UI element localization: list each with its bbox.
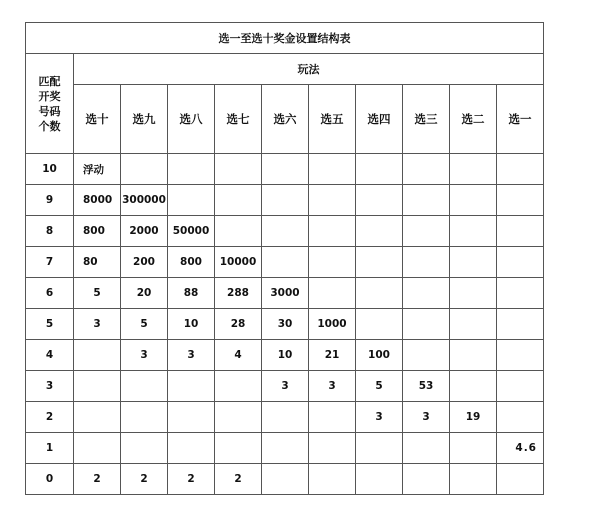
column-header-6: 选六 [262, 85, 309, 154]
table-row [26, 185, 544, 216]
prize-cell: 30 [262, 309, 309, 340]
prize-cell [403, 309, 450, 340]
prize-cell: 4 [215, 340, 262, 371]
prize-cell [309, 154, 356, 185]
prize-cell [309, 247, 356, 278]
table-row [26, 278, 544, 309]
prize-cell [121, 154, 168, 185]
prize-cell: 2 [121, 464, 168, 495]
prize-cell [309, 278, 356, 309]
prize-cell: 8000 [74, 185, 121, 216]
prize-cell: 10 [262, 340, 309, 371]
prize-cell [497, 464, 544, 495]
prize-cell [309, 402, 356, 433]
column-header-3: 选三 [403, 85, 450, 154]
prize-cell: 1000 [309, 309, 356, 340]
prize-cell: 2 [168, 464, 215, 495]
table-row [26, 309, 544, 340]
prize-cell [450, 154, 497, 185]
prize-cell [309, 433, 356, 464]
prize-cell [403, 433, 450, 464]
prize-cell [74, 371, 121, 402]
prize-cell [74, 402, 121, 433]
prize-cell [168, 185, 215, 216]
prize-cell [450, 309, 497, 340]
prize-cell: 28 [215, 309, 262, 340]
prize-cell: 19 [450, 402, 497, 433]
column-header-4: 选四 [356, 85, 403, 154]
prize-cell: 21 [309, 340, 356, 371]
prize-cell: 3 [309, 371, 356, 402]
prize-cell [356, 216, 403, 247]
prize-cell [168, 371, 215, 402]
table-row [26, 371, 544, 402]
play-type-header: 玩法 [74, 54, 544, 85]
prize-cell [497, 247, 544, 278]
prize-cell [215, 154, 262, 185]
column-header-9: 选九 [121, 85, 168, 154]
prize-cell: 2000 [121, 216, 168, 247]
prize-cell: 200 [121, 247, 168, 278]
prize-cell [356, 247, 403, 278]
prize-cell [356, 433, 403, 464]
prize-cell [74, 433, 121, 464]
table-row [26, 247, 544, 278]
prize-cell: 5 [121, 309, 168, 340]
match-count-cell: 8 [26, 216, 74, 247]
prize-cell [262, 154, 309, 185]
prize-cell [497, 185, 544, 216]
table-row [26, 340, 544, 371]
prize-cell: 3000 [262, 278, 309, 309]
prize-cell [403, 278, 450, 309]
prize-cell [121, 433, 168, 464]
prize-cell [497, 154, 544, 185]
prize-cell [450, 340, 497, 371]
play-columns-row [26, 85, 544, 154]
prize-cell: 3 [74, 309, 121, 340]
prize-cell [168, 433, 215, 464]
table-row [26, 154, 544, 185]
match-count-cell: 2 [26, 402, 74, 433]
match-count-cell: 10 [26, 154, 74, 185]
match-count-cell: 4 [26, 340, 74, 371]
prize-cell: 800 [168, 247, 215, 278]
match-count-cell: 0 [26, 464, 74, 495]
prize-cell [121, 371, 168, 402]
prize-cell [497, 216, 544, 247]
match-count-cell: 9 [26, 185, 74, 216]
column-header-2: 选二 [450, 85, 497, 154]
prize-cell [497, 309, 544, 340]
prize-cell: 300000 [121, 185, 168, 216]
prize-cell [262, 402, 309, 433]
prize-cell: 3 [262, 371, 309, 402]
match-count-cell: 5 [26, 309, 74, 340]
prize-cell [403, 464, 450, 495]
prize-cell [450, 185, 497, 216]
prize-cell: 10000 [215, 247, 262, 278]
prize-cell: 288 [215, 278, 262, 309]
prize-cell: 3 [356, 402, 403, 433]
prize-cell [403, 185, 450, 216]
prize-cell [215, 402, 262, 433]
prize-cell: 3 [121, 340, 168, 371]
prize-cell [309, 216, 356, 247]
column-header-5: 选五 [309, 85, 356, 154]
prize-cell [356, 154, 403, 185]
prize-cell [121, 402, 168, 433]
prize-cell: 5 [74, 278, 121, 309]
match-count-header: 匹配 开奖 号码 个数 [26, 54, 74, 154]
prize-cell [403, 340, 450, 371]
match-count-cell: 1 [26, 433, 74, 464]
prize-cell [168, 402, 215, 433]
prize-cell [356, 309, 403, 340]
prize-cell [497, 371, 544, 402]
prize-cell [497, 340, 544, 371]
prize-cell: 50000 [168, 216, 215, 247]
match-count-cell: 7 [26, 247, 74, 278]
prize-cell [262, 185, 309, 216]
prize-cell [450, 433, 497, 464]
prize-cell [497, 402, 544, 433]
prize-cell [497, 278, 544, 309]
prize-cell [215, 216, 262, 247]
prize-cell: 20 [121, 278, 168, 309]
prize-cell [403, 154, 450, 185]
prize-cell: 5 [356, 371, 403, 402]
prize-cell [356, 185, 403, 216]
prize-cell: 100 [356, 340, 403, 371]
prize-cell [215, 185, 262, 216]
table-row [26, 464, 544, 495]
prize-cell [74, 340, 121, 371]
prize-cell: 88 [168, 278, 215, 309]
prize-cell [356, 464, 403, 495]
table-row [26, 402, 544, 433]
prize-cell: 53 [403, 371, 450, 402]
prize-cell [215, 433, 262, 464]
prize-cell [262, 247, 309, 278]
prize-cell [403, 216, 450, 247]
prize-cell [450, 247, 497, 278]
prize-cell [309, 464, 356, 495]
prize-cell [262, 433, 309, 464]
prize-cell [450, 464, 497, 495]
prize-cell [309, 185, 356, 216]
prize-cell [450, 216, 497, 247]
column-header-1: 选一 [497, 85, 544, 154]
prize-cell [168, 154, 215, 185]
prize-cell: 浮动 [74, 154, 121, 185]
table-title: 选一至选十奖金设置结构表 [26, 23, 544, 54]
prize-cell: 10 [168, 309, 215, 340]
prize-cell: 2 [74, 464, 121, 495]
column-header-8: 选八 [168, 85, 215, 154]
prize-cell: 4.6 [497, 433, 544, 464]
match-count-cell: 6 [26, 278, 74, 309]
prize-cell [262, 216, 309, 247]
prize-cell: 3 [168, 340, 215, 371]
prize-cell: 2 [215, 464, 262, 495]
prize-cell [450, 278, 497, 309]
match-count-cell: 3 [26, 371, 74, 402]
column-header-10: 选十 [74, 85, 121, 154]
prize-cell [356, 278, 403, 309]
prize-cell: 3 [403, 402, 450, 433]
table-row [26, 216, 544, 247]
prize-cell: 80 [74, 247, 121, 278]
prize-cell: 800 [74, 216, 121, 247]
prize-cell [262, 464, 309, 495]
prize-cell [215, 371, 262, 402]
prize-cell [403, 247, 450, 278]
prize-cell [450, 371, 497, 402]
table-row [26, 433, 544, 464]
prize-structure-table [25, 22, 544, 495]
column-header-7: 选七 [215, 85, 262, 154]
